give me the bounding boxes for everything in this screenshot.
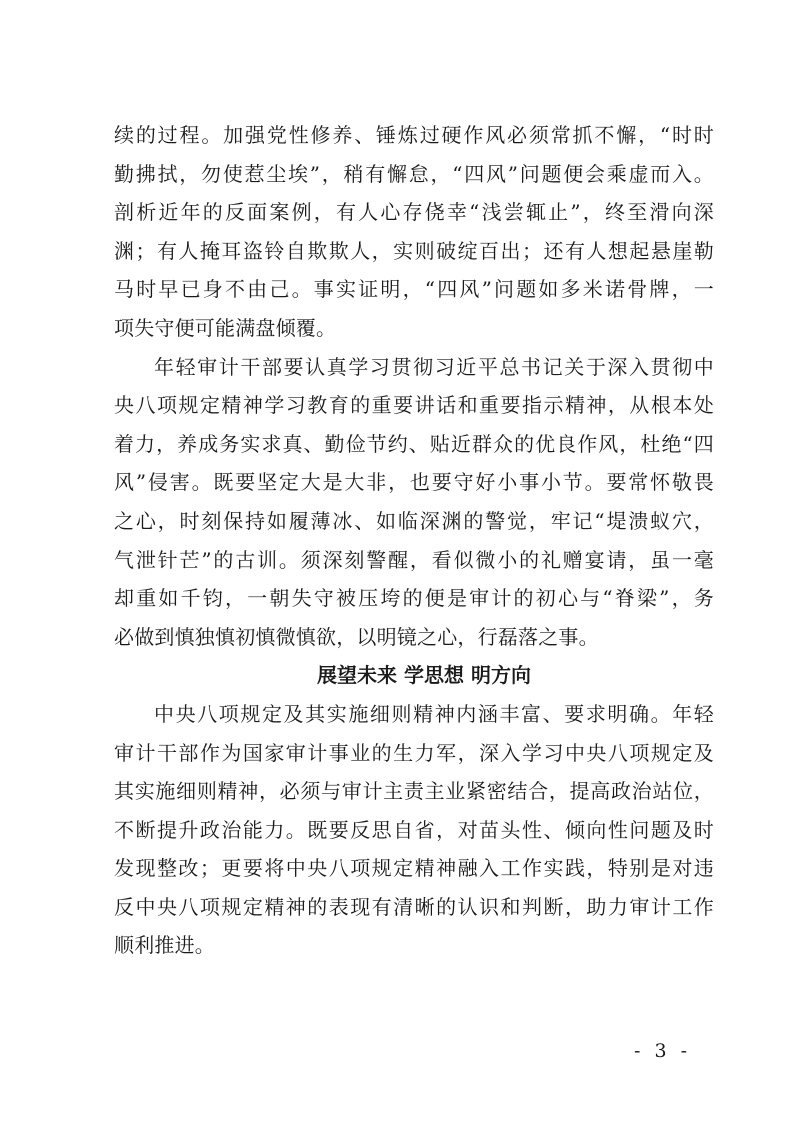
text-line: 不断提升政治能力。既要反思自省，对苗头性、倾向性问题及时 [114,817,714,842]
text-line: 续的过程。加强党性修养、锤炼过硬作风必须常抓不懈，“时时 [114,123,714,147]
text-line: 央八项规定精神学习教育的重要讲话和重要指示精神，从根本处 [114,393,714,418]
text-line: 剖析近年的反面案例，有人心存侥幸“浅尝辄止”，终至滑向深 [114,200,714,225]
text-line: 项失守便可能满盘倾覆。 [114,315,337,340]
text-line: 其实施细则精神，必须与审计主责主业紧密结合，提高政治站位， [114,779,714,804]
text-line: 审计干部作为国家审计事业的生力军，深入学习中央八项规定及 [114,740,714,765]
section-heading: 展望未来 学思想 明方向 [317,663,531,688]
text-line: 顺利推进。 [114,933,215,958]
text-line: 却重如千钧，一朝失守被压垮的便是审计的初心与“脊梁”，务 [114,586,714,611]
text-line: 必做到慎独慎初慎微慎欲，以明镜之心，行磊落之事。 [114,624,599,649]
paragraph-future [114,695,714,965]
paragraph-continuation [114,116,714,348]
text-line: 渊；有人掩耳盗铃自欺欺人，实则破绽百出；还有人想起悬崖勒 [114,238,714,263]
text-line: 风”侵害。既要坚定大是大非，也要守好小事小节。要常怀敬畏 [114,470,714,495]
text-line: 反中央八项规定精神的表现有清晰的认识和判断，助力审计工作 [114,894,714,919]
text-line: 气泄针芒”的古训。须深刻警醒，看似微小的礼赠宴请，虽一毫 [114,547,714,572]
text-line: 中央八项规定及其实施细则精神内涵丰富、要求明确。年轻 [154,701,714,726]
text-line: 年轻审计干部要认真学习贯彻习近平总书记关于深入贯彻中 [154,354,714,379]
body-text [114,116,714,965]
page-number: - 3 - [633,1040,691,1062]
text-line: 发现整改；更要将中央八项规定精神融入工作实践，特别是对违 [114,856,714,881]
text-line: 马时早已身不由己。事实证明，“四风”问题如多米诺骨牌，一 [114,277,714,302]
text-line: 勤拂拭，勿使惹尘埃”，稍有懈怠，“四风”问题便会乘虚而入。 [114,161,714,186]
text-line: 之心，时刻保持如履薄冰、如临深渊的警觉，牢记“堤溃蚁穴， [114,508,714,533]
text-line: 着力，养成务实求真、勤俭节约、贴近群众的优良作风，杜绝“四 [114,431,714,456]
paragraph-audit-cadres [114,348,714,657]
